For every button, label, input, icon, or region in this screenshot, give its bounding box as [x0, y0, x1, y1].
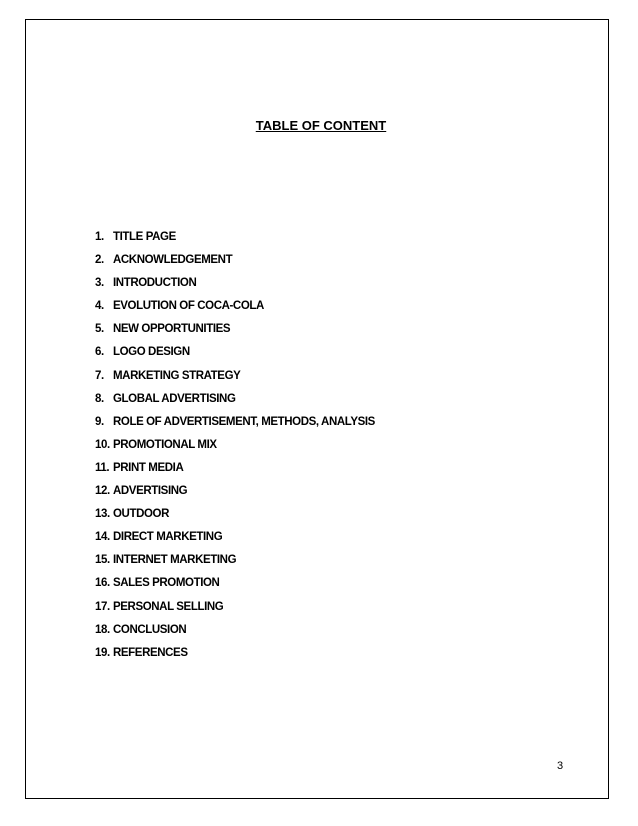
toc-item-number: 3. [95, 277, 104, 290]
toc-item-number: 1. [95, 231, 104, 243]
toc-item-label: MARKETING STRATEGY [113, 369, 241, 382]
toc-item-label: INTERNET MARKETING [113, 554, 237, 567]
toc-item [95, 251, 375, 274]
toc-item-number: 2. [95, 254, 104, 267]
toc-item [95, 621, 375, 644]
toc-item-number: 14. [95, 531, 110, 544]
toc-list [95, 228, 375, 667]
toc-item [95, 482, 375, 505]
toc-item-number: 4. [95, 300, 104, 313]
toc-item-label: ACKNOWLEDGEMENT [113, 254, 233, 267]
toc-item [95, 228, 375, 251]
toc-item-number: 10. [95, 438, 110, 451]
toc-item-number: 8. [95, 392, 104, 405]
toc-item-label: PRINT MEDIA [113, 461, 184, 474]
page-title: TABLE OF CONTENT [255, 118, 387, 133]
page-number: 3 [557, 760, 564, 772]
toc-item-label: PERSONAL SELLING [113, 600, 224, 613]
toc-item [95, 390, 375, 413]
toc-item-label: INTRODUCTION [113, 277, 197, 290]
toc-item-label: DIRECT MARKETING [113, 531, 223, 544]
toc-item [95, 343, 375, 366]
toc-item-number: 15. [95, 554, 110, 567]
toc-item-label: SALES PROMOTION [113, 577, 220, 590]
toc-item-label: PROMOTIONAL MIX [113, 438, 217, 451]
toc-item-label: REFERENCES [113, 646, 188, 659]
toc-item [95, 574, 375, 597]
toc-item-label: ADVERTISING [113, 485, 188, 498]
toc-item [95, 320, 375, 343]
toc-item-label: EVOLUTION OF COCA-COLA [113, 300, 264, 313]
toc-item-number: 16. [95, 577, 110, 590]
toc-item-number: 18. [95, 623, 110, 636]
toc-item-number: 7. [95, 369, 104, 382]
toc-item [95, 274, 375, 297]
toc-item-label: ROLE OF ADVERTISEMENT, METHODS, ANALYSIS [113, 415, 375, 428]
toc-item-number: 11. [95, 461, 110, 474]
toc-item-number: 19. [95, 646, 110, 659]
toc-item [95, 459, 375, 482]
toc-item-number: 6. [95, 346, 104, 359]
toc-item [95, 551, 375, 574]
toc-item-label: GLOBAL ADVERTISING [113, 392, 236, 405]
toc-item [95, 505, 375, 528]
toc-item-label: OUTDOOR [113, 508, 169, 521]
toc-item [95, 598, 375, 621]
toc-item-number: 12. [95, 485, 110, 498]
toc-item [95, 528, 375, 551]
toc-item [95, 413, 375, 436]
toc-item-label: NEW OPPORTUNITIES [113, 323, 231, 336]
toc-item [95, 367, 375, 390]
toc-item [95, 297, 375, 320]
toc-item-label: LOGO DESIGN [113, 346, 190, 359]
toc-item [95, 644, 375, 667]
toc-item-number: 9. [95, 415, 104, 428]
toc-item [95, 436, 375, 459]
toc-item-label: TITLE PAGE [113, 231, 176, 243]
toc-item-label: CONCLUSION [113, 623, 187, 636]
toc-item-number: 5. [95, 323, 104, 336]
toc-item-number: 13. [95, 508, 110, 521]
toc-item-number: 17. [95, 600, 110, 613]
